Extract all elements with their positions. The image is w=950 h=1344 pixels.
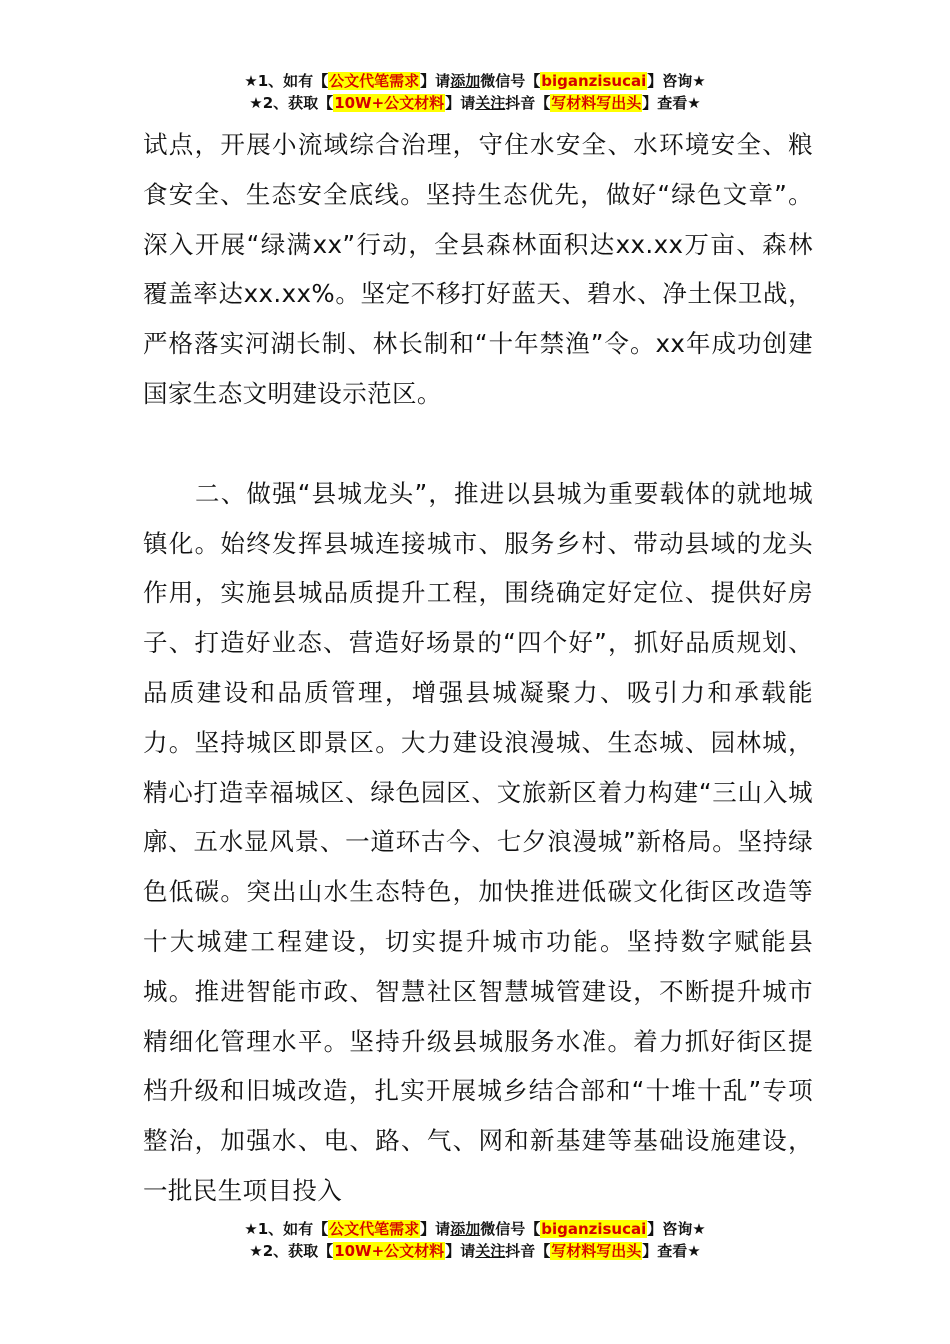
banner-text: 抖音【 <box>505 94 551 112</box>
banner-highlight: 写材料写出头 <box>551 94 642 112</box>
document-body <box>143 120 813 1216</box>
banner-text: 抖音【 <box>505 1242 551 1260</box>
banner-highlight: 10W+公文材料 <box>334 94 445 112</box>
banner-text: 】查看★ <box>642 1242 701 1260</box>
top-ad-banner <box>0 70 950 114</box>
banner-text: ★2、获取【 <box>249 94 334 112</box>
banner-text: 】咨询★ <box>647 72 706 90</box>
banner-line-1 <box>0 1218 950 1240</box>
banner-text: 】咨询★ <box>647 1220 706 1238</box>
banner-text: 】请 <box>445 94 476 112</box>
banner-underline: 添加 <box>450 72 481 90</box>
banner-highlight: 10W+公文材料 <box>334 1242 445 1260</box>
banner-underline: 关注 <box>475 1242 506 1260</box>
paragraph-1: 试点，开展小流域综合治理，守住水安全、水环境安全、粮食安全、生态安全底线。坚持生态优先，做好“绿色文章”。深入开展“绿满xx”行动，全县森林面积达xx.xx万亩、森林覆盖率达xx.xx%。坚定不移打好蓝天、碧水、净土保卫战，严格落实河湖长制、林长制和“十年禁渔”令。xx年成功创建国家生态文明建设示范区。 <box>143 130 813 408</box>
banner-text: 】请 <box>445 1242 476 1260</box>
banner-highlight: 写材料写出头 <box>551 1242 642 1260</box>
banner-underline: 关注 <box>475 94 506 112</box>
banner-text: 微信号【 <box>480 72 541 90</box>
banner-highlight: 公文代笔需求 <box>329 72 420 90</box>
banner-text: ★2、获取【 <box>249 1242 334 1260</box>
banner-highlight: biganzisucai <box>541 72 647 90</box>
banner-text: ★1、如有【 <box>244 1220 329 1238</box>
banner-text: 】请 <box>420 72 451 90</box>
paragraph-2: 二、做强“县城龙头”，推进以县城为重要载体的就地城镇化。始终发挥县城连接城市、服务乡村、带动县域的龙头作用，实施县城品质提升工程，围绕确定好定位、提供好房子、打造好业态、营造好场景的“四个好”，抓好品质规划、品质建设和品质管理，增强县城凝聚力、吸引力和承载能力。坚持城区即景区。大力建设浪漫城、生态城、园林城，精心打造幸福城区、绿色园区、文旅新区着力构建“三山入城廓、五水显风景、一道环古今、七夕浪漫城”新格局。坚持绿色低碳。突出山水生态特色，加快推进低碳文化街区改造等十大城建工程建设，切实提升城市功能。坚持数字赋能县城。推进智能市政、智慧社区智慧城管建设，不断提升城市精细化管理水平。坚持升级县城服务水准。着力抓好街区提档升级和旧城改造，扎实开展城乡结合部和“十堆十乱”专项整治，加强水、电、路、气、网和新基建等基础设施建设，一批民生项目投入 <box>143 478 813 1205</box>
banner-highlight: biganzisucai <box>541 1220 647 1238</box>
banner-highlight: 公文代笔需求 <box>329 1220 420 1238</box>
banner-line-2 <box>0 92 950 114</box>
banner-underline: 添加 <box>450 1220 481 1238</box>
bottom-ad-banner <box>0 1218 950 1262</box>
banner-text: 】请 <box>420 1220 451 1238</box>
banner-text: 】查看★ <box>642 94 701 112</box>
banner-line-1 <box>0 70 950 92</box>
banner-text: 微信号【 <box>480 1220 541 1238</box>
banner-line-2 <box>0 1240 950 1262</box>
banner-text: ★1、如有【 <box>244 72 329 90</box>
